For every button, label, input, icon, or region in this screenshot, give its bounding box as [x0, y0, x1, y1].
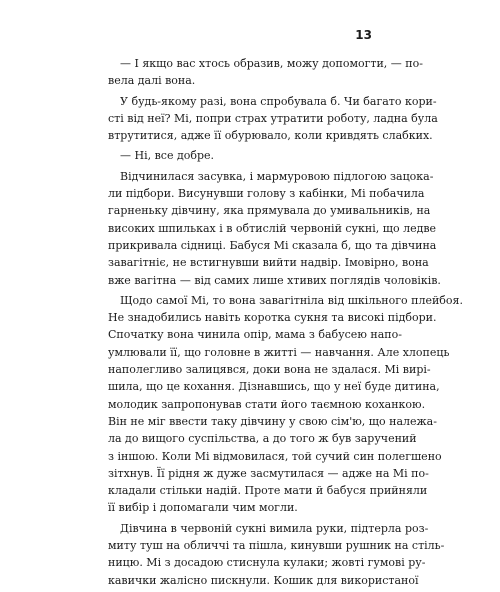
text-line: зітхнув. Її рідня ж дуже засмутилася — адже на Мі по- — [108, 466, 429, 480]
body-text — [108, 55, 463, 592]
paragraph — [108, 55, 423, 90]
text-line: завагітніє, не встигнувши вийти надвір. Імовірно, вона — [108, 256, 429, 270]
text-line: її вибір і допомагали чим могли. — [108, 501, 298, 515]
text-line: вже вагітна — від самих лише хтивих поглядів чоловіків. — [108, 273, 441, 287]
text-line: — І якщо вас хтось образив, можу допомогти, — по- — [120, 57, 423, 70]
text-line: Спочатку вона чинила опір, мама з бабусею напо- — [108, 328, 402, 342]
text-line: кладали стільки надій. Проте мати й бабуся прийняли — [108, 484, 428, 498]
text-line: вела далі вона. — [108, 74, 196, 88]
page-number: 13 — [355, 28, 372, 42]
text-line: умлювали її, що головне в житті — навчання. Але хлопець — [108, 345, 450, 359]
text-line: Не знадобились навіть коротка сукня та високі підбори. — [108, 311, 437, 325]
text-line: кавички жалісно пискнули. Кошик для використаної — [108, 573, 419, 587]
paragraph — [108, 520, 445, 589]
paragraph — [108, 168, 441, 289]
text-line: — Ні, все добре. — [120, 149, 215, 163]
text-line: ли підбори. Висунувши голову з кабінки, Мі побачила — [108, 187, 425, 201]
text-line: Він не міг ввести таку дівчину у свою сім'ю, що належа- — [108, 414, 437, 428]
text-line: гарненьку дівчину, яка прямувала до умивальників, на — [108, 204, 431, 218]
paragraph — [108, 93, 438, 145]
text-line: втрутитися, адже її обурювало, коли кривдять слабких. — [108, 129, 433, 143]
text-line: з іншою. Коли Мі відмовилася, той сучий син полегшено — [108, 449, 442, 463]
text-line: високих шпильках і в обтислій червоній сукні, що ледве — [108, 221, 437, 235]
paragraph — [108, 147, 373, 164]
paragraph — [108, 292, 463, 517]
text-line: шила, що це кохання. Дізнавшись, що у неї буде дитина, — [108, 380, 440, 394]
text-line: Відчинилася засувка, і мармуровою підлогою зацока- — [120, 169, 434, 183]
text-line: прикривала сідниці. Бабуся Мі сказала б, що та дівчина — [108, 238, 437, 252]
text-line: наполегливо залицявся, доки вона не здалася. Мі вирі- — [108, 363, 431, 377]
text-line: У будь-якому разі, вона спробувала б. Чи багато кори- — [120, 94, 437, 108]
text-line: миту туш на обличчі та пішла, кинувши рушник на стіль- — [108, 539, 445, 553]
text-line: Щодо самої Мі, то вона завагітніла від шкільного плейбоя. — [120, 293, 463, 307]
text-line: молодик запропонував стати його таємною коханкою. — [108, 397, 426, 411]
text-line: ницю. Мі з досадою стиснула кулаки; жовті гумові ру- — [108, 556, 426, 570]
text-line: ла до вищого суспільства, а до того ж був заручений — [108, 432, 417, 446]
text-line: сті від неї? Мі, попри страх утратити роботу, ладна була — [108, 111, 438, 125]
text-line: Дівчина в червоній сукні вимила руки, підтерла роз- — [120, 521, 429, 535]
